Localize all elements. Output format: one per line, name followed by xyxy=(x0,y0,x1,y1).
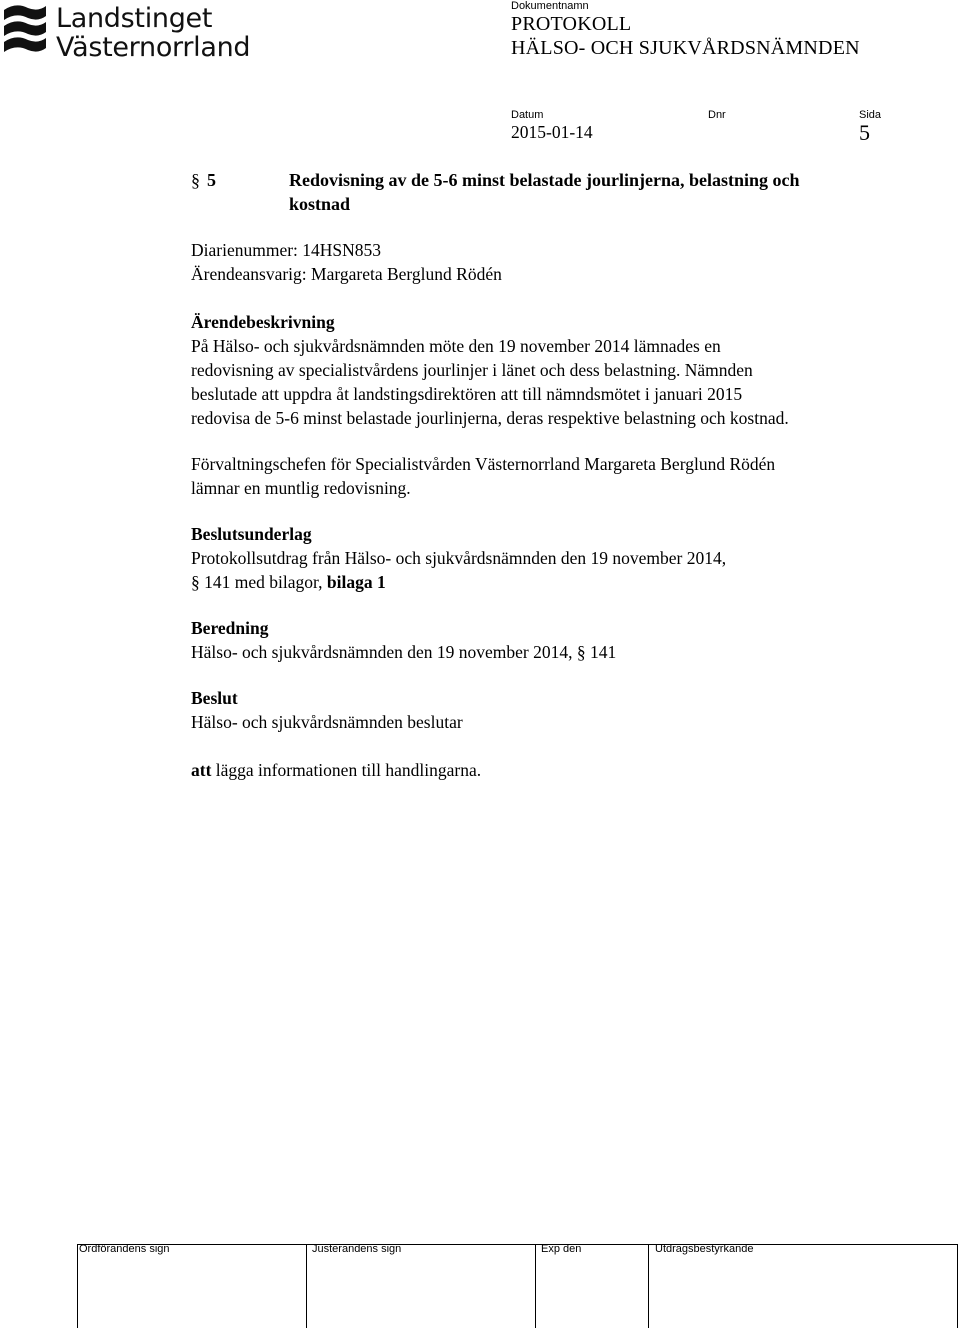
arendebeskrivning-line: redovisa de 5-6 minst belastade jourlinjerna, deras respektive belastning och kostnad. xyxy=(191,408,789,428)
committee-name: HÄLSO- OCH SJUKVÅRDSNÄMNDEN xyxy=(511,37,860,59)
section-number: 5 xyxy=(207,170,216,190)
logo-text-line2: Västernorrland xyxy=(56,32,251,63)
footer-divider xyxy=(957,1244,958,1328)
ordforandens-sign-label: Ordförandens sign xyxy=(79,1243,170,1255)
att-keyword: att xyxy=(191,760,212,780)
paragraph-symbol: § xyxy=(191,572,200,592)
document-name: PROTOKOLL xyxy=(511,13,632,35)
beredning-number: 141 xyxy=(590,642,617,662)
footer-divider xyxy=(77,1244,78,1328)
att-text: lägga informationen till handlingarna. xyxy=(215,760,482,780)
beslut-heading: Beslut xyxy=(191,688,238,708)
arendebeskrivning-line: På Hälso- och sjukvårdsnämnden möte den 19 november 2014 lämnades en xyxy=(191,336,721,356)
footer-divider xyxy=(535,1244,536,1328)
logo-text-line1: Landstinget xyxy=(56,3,213,34)
datum-label: Datum xyxy=(511,109,544,121)
beslutsunderlag-line1: Protokollsutdrag från Hälso- och sjukvårdsnämnden den 19 november 2014, xyxy=(191,548,727,568)
section-title-line1: Redovisning av de 5-6 minst belastade jourlinjerna, belastning och xyxy=(289,170,800,190)
beredning-line xyxy=(191,640,891,664)
beslut-att-line xyxy=(191,758,891,782)
diarienummer: Diarienummer: 14HSN853 xyxy=(191,240,382,260)
footer-top-border xyxy=(77,1244,958,1245)
document-date: 2015-01-14 xyxy=(511,122,593,142)
forvaltningschef-line: lämnar en muntlig redovisning. xyxy=(191,478,411,498)
beslutsunderlag-heading: Beslutsunderlag xyxy=(191,524,312,544)
bilaga-reference: bilaga 1 xyxy=(326,572,386,592)
dokumentnamn-label: Dokumentnamn xyxy=(511,0,589,12)
beslutsunderlag-line2-text: 141 med bilagor, xyxy=(204,572,323,592)
arendebeskrivning-heading: Ärendebeskrivning xyxy=(191,312,335,332)
footer-divider xyxy=(306,1244,307,1328)
dnr-label: Dnr xyxy=(708,109,726,121)
section-symbol: § xyxy=(191,170,200,190)
beredning-heading: Beredning xyxy=(191,618,269,638)
utdragsbestyrkande-label: Utdragsbestyrkande xyxy=(655,1243,754,1255)
arendebeskrivning-line: redovisning av specialistvårdens jourlinjer i länet och dess belastning. Nämnden xyxy=(191,360,753,380)
arendeansvarig: Ärendeansvarig: Margareta Berglund Rödén xyxy=(191,264,502,284)
landstinget-logo-mark-icon xyxy=(2,2,48,62)
arendebeskrivning-line: beslutade att uppdra åt landstingsdirektören att till nämndsmötet i januari 2015 xyxy=(191,384,743,404)
paragraph-symbol: § xyxy=(576,642,586,662)
sida-label: Sida xyxy=(859,109,882,121)
page-number: 5 xyxy=(859,120,870,145)
beredning-text: Hälso- och sjukvårdsnämnden den 19 november 2014, xyxy=(191,642,573,662)
beslutsunderlag-line2 xyxy=(191,570,891,594)
beslut-text: Hälso- och sjukvårdsnämnden beslutar xyxy=(191,712,463,732)
justerandens-sign-label: Justerandens sign xyxy=(312,1243,402,1255)
exp-den-label: Exp den xyxy=(541,1243,582,1255)
forvaltningschef-line: Förvaltningschefen för Specialistvården Västernorrland Margareta Berglund Rödén xyxy=(191,454,776,474)
footer-divider xyxy=(648,1244,649,1328)
section-title-line2: kostnad xyxy=(289,194,351,214)
